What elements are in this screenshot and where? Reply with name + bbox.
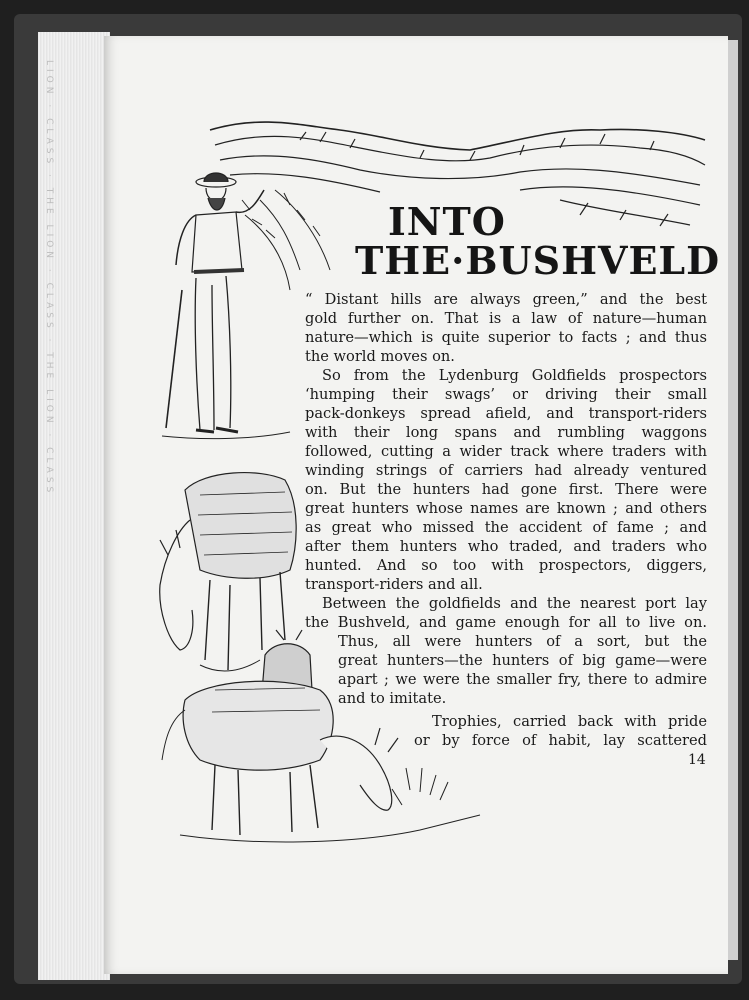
body-line: the world moves on. (305, 348, 455, 365)
body-line: pack-donkeys spread afield, and transport-riders (305, 405, 707, 422)
body-line: and to imitate. (338, 690, 447, 707)
body-line: Thus, all were hunters of a sort, but the (338, 633, 707, 650)
body-line: ‘humping their swags’ or driving their small (305, 386, 707, 403)
page-number: 14 (688, 752, 706, 768)
body-line: on. But the hunters had gone first. There were (305, 481, 707, 498)
body-line: as great who missed the accident of fame ; and (305, 519, 707, 536)
body-line: followed, cutting a wider track where traders with (305, 443, 707, 460)
body-line: or by force of habit, lay scattered (414, 732, 707, 749)
chapter-title-line2: THE·BUSHVELD (355, 238, 721, 283)
body-line: hunted. And so too with prospectors, diggers, (305, 557, 707, 574)
chapter-title-line1: INTO (388, 199, 506, 244)
body-line: nature—which is quite superior to facts ; and thus (305, 329, 707, 346)
body-line: “ Distant hills are always green,” and the best (305, 291, 707, 308)
body-line: apart ; we were the smaller fry, there to admire (338, 671, 707, 688)
body-line: gold further on. That is a law of nature—human (305, 310, 707, 327)
body-line: Between the goldfields and the nearest port lay (322, 595, 707, 612)
body-line: with their long spans and rumbling waggons (305, 424, 707, 441)
body-line: after them hunters who traded, and traders who (305, 538, 707, 555)
body-line: transport-riders and all. (305, 576, 483, 593)
body-line: Trophies, carried back with pride (432, 713, 707, 730)
spine-imprint: LION · CLASS · THE LION · CLASS · THE LION · CLASS (44, 60, 54, 497)
prospector-figure-drawing (162, 173, 290, 439)
pack-donkey-upper-drawing (160, 473, 296, 671)
body-line: great hunters—the hunters of big game—were (338, 652, 707, 669)
body-line: great hunters whose names are known ; and others (305, 500, 707, 517)
body-line: winding strings of carriers had already ventured (305, 462, 707, 479)
body-line: the Bushveld, and game enough for all to live on. (305, 614, 707, 631)
body-line: So from the Lydenburg Goldfields prospectors (322, 367, 707, 384)
